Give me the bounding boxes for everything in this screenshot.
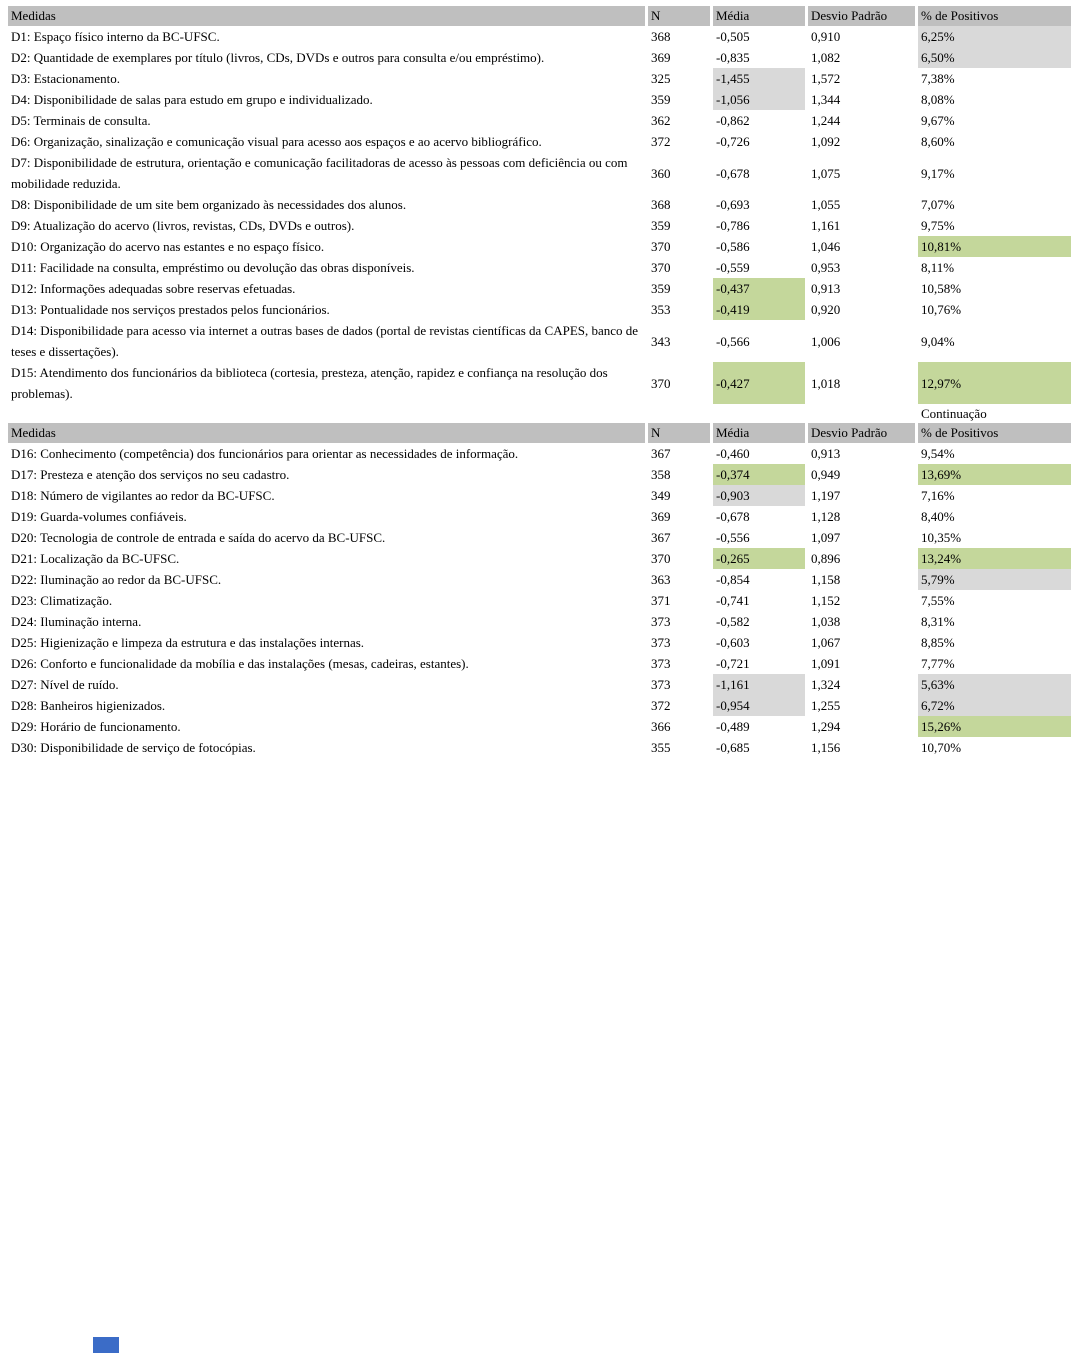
cell-desvio-padrao: 0,913 (808, 443, 918, 464)
cell-medida: D28: Banheiros higienizados. (8, 695, 648, 716)
cell-pct-positivos: 7,38% (921, 71, 955, 86)
table-row-d14 (8, 320, 1071, 362)
cell-medida: D14: Disponibilidade para acesso via internet a outras bases de dados (portal de revistas científicas da CAPES, banco de teses e dissertações). (8, 320, 648, 362)
table-row-d16 (8, 443, 1071, 464)
cell-pct-positivos: 10,35% (921, 530, 962, 545)
cell-desvio-padrao: 1,255 (808, 695, 918, 716)
cell-desvio-padrao: 1,158 (808, 569, 918, 590)
cell-pct-positivos: 13,69% (918, 464, 1071, 485)
cell-medida: D7: Disponibilidade de estrutura, orientação e comunicação facilitadoras de acesso às pessoas com deficiência ou com mobilidade reduzida. (8, 152, 648, 194)
continuation-row (8, 404, 1071, 423)
cell-n: 359 (648, 278, 713, 299)
cell-pct-positivos: 6,25% (918, 26, 1071, 47)
cell-n: 343 (648, 320, 713, 362)
cell-n: 373 (648, 653, 713, 674)
cell-media: -0,582 (713, 611, 808, 632)
cell-pct-positivos: 9,67% (921, 113, 955, 128)
table-row-d19 (8, 506, 1071, 527)
cell-desvio-padrao: 1,161 (808, 215, 918, 236)
cell-pct-positivos: 10,58% (921, 281, 962, 296)
table-row-d25 (8, 632, 1071, 653)
cell-n: 366 (648, 716, 713, 737)
cell-medida: D2: Quantidade de exemplares por título (livros, CDs, DVDs e outros para consulta e/ou empréstimo). (8, 47, 648, 68)
cell-media: -0,835 (713, 47, 808, 68)
cell-n: 372 (648, 695, 713, 716)
cell-pct-positivos: 8,08% (921, 92, 955, 107)
cell-medida: D6: Organização, sinalização e comunicação visual para acesso aos espaços e ao acervo bibliográfico. (8, 131, 648, 152)
cell-pct-positivos: 13,24% (918, 548, 1071, 569)
cell-n: 372 (648, 131, 713, 152)
cell-medida: D15: Atendimento dos funcionários da biblioteca (cortesia, presteza, atenção, rapidez e confiança na resolução dos problemas). (8, 362, 648, 404)
header-media: Média (713, 6, 808, 26)
cell-media: -0,678 (713, 152, 808, 194)
header-n: N (648, 6, 713, 26)
cell-medida: D10: Organização do acervo nas estantes e no espaço físico. (8, 236, 648, 257)
header-media: Média (713, 423, 808, 443)
cell-desvio-padrao: 1,018 (808, 362, 918, 404)
cell-media: -0,559 (713, 257, 808, 278)
cell-medida: D25: Higienização e limpeza da estrutura e das instalações internas. (8, 632, 648, 653)
table-row-d5 (8, 110, 1071, 131)
cell-pct-positivos: 6,50% (918, 47, 1071, 68)
cell-desvio-padrao: 1,156 (808, 737, 918, 758)
cell-media: -1,161 (713, 674, 808, 695)
cell-media: -0,374 (713, 464, 808, 485)
cell-media: -0,903 (713, 485, 808, 506)
cell-n: 368 (648, 26, 713, 47)
cell-media: -0,505 (713, 26, 808, 47)
cell-n: 325 (648, 68, 713, 89)
table-row-d8 (8, 194, 1071, 215)
cell-media: -0,437 (713, 278, 808, 299)
cell-media: -0,741 (713, 590, 808, 611)
cell-n: 373 (648, 674, 713, 695)
cell-desvio-padrao: 0,896 (808, 548, 918, 569)
cell-media: -0,685 (713, 737, 808, 758)
cell-media: -0,603 (713, 632, 808, 653)
cell-medida: D23: Climatização. (8, 590, 648, 611)
table-row-d26 (8, 653, 1071, 674)
table-header-row (8, 6, 1071, 26)
cell-desvio-padrao: 0,910 (808, 26, 918, 47)
table-row-d20 (8, 527, 1071, 548)
cell-medida: D30: Disponibilidade de serviço de fotocópias. (8, 737, 648, 758)
cell-desvio-padrao: 1,082 (808, 47, 918, 68)
cell-n: 358 (648, 464, 713, 485)
cell-pct-positivos: 7,07% (921, 197, 955, 212)
cell-desvio-padrao: 1,294 (808, 716, 918, 737)
table-row-d7 (8, 152, 1071, 194)
cell-n: 373 (648, 611, 713, 632)
cell-desvio-padrao: 1,152 (808, 590, 918, 611)
cell-medida: D26: Conforto e funcionalidade da mobília e das instalações (mesas, cadeiras, estantes). (8, 653, 648, 674)
measures-table-body (8, 6, 1071, 758)
table-row-d11 (8, 257, 1071, 278)
cell-pct-positivos: 12,97% (918, 362, 1071, 404)
table-row-d1 (8, 26, 1071, 47)
cell-n: 370 (648, 257, 713, 278)
cell-desvio-padrao: 1,244 (808, 110, 918, 131)
cell-n: 369 (648, 47, 713, 68)
blue-fragment (93, 1337, 119, 1353)
header-desvio-padrao: Desvio Padrão (808, 423, 918, 443)
cell-medida: D11: Facilidade na consulta, empréstimo ou devolução das obras disponíveis. (8, 257, 648, 278)
cell-desvio-padrao: 1,055 (808, 194, 918, 215)
cell-desvio-padrao: 1,128 (808, 506, 918, 527)
table-row-d3 (8, 68, 1071, 89)
cell-medida: D17: Presteza e atenção dos serviços no seu cadastro. (8, 464, 648, 485)
cell-desvio-padrao: 0,949 (808, 464, 918, 485)
cell-pct-positivos: 7,77% (921, 656, 955, 671)
cell-media: -0,556 (713, 527, 808, 548)
cell-media: -0,586 (713, 236, 808, 257)
cell-pct-positivos: 5,79% (918, 569, 1071, 590)
cell-desvio-padrao: 1,092 (808, 131, 918, 152)
cell-pct-positivos: 9,04% (921, 333, 955, 349)
cell-media: -0,265 (713, 548, 808, 569)
cell-n: 349 (648, 485, 713, 506)
cell-pct-positivos: 5,63% (918, 674, 1071, 695)
cell-medida: D5: Terminais de consulta. (8, 110, 648, 131)
cell-medida: D29: Horário de funcionamento. (8, 716, 648, 737)
header-n: N (648, 423, 713, 443)
cell-pct-positivos: 10,76% (921, 302, 962, 317)
cell-media: -0,726 (713, 131, 808, 152)
cell-media: -0,419 (713, 299, 808, 320)
cell-pct-positivos: 9,75% (921, 218, 955, 233)
table-row-d13 (8, 299, 1071, 320)
header-pct-positivos: % de Positivos (918, 423, 1071, 443)
table-row-d22 (8, 569, 1071, 590)
cell-desvio-padrao: 1,572 (808, 68, 918, 89)
cell-n: 369 (648, 506, 713, 527)
measures-table (8, 6, 1071, 758)
cell-medida: D3: Estacionamento. (8, 68, 648, 89)
cell-n: 373 (648, 632, 713, 653)
table-row-d9 (8, 215, 1071, 236)
cell-medida: D4: Disponibilidade de salas para estudo em grupo e individualizado. (8, 89, 648, 110)
cell-media: -0,954 (713, 695, 808, 716)
table-row-d18 (8, 485, 1071, 506)
cell-medida: D27: Nível de ruído. (8, 674, 648, 695)
cell-medida: D9: Atualização do acervo (livros, revistas, CDs, DVDs e outros). (8, 215, 648, 236)
cell-desvio-padrao: 1,006 (808, 320, 918, 362)
table-row-d6 (8, 131, 1071, 152)
cell-media: -0,786 (713, 215, 808, 236)
table-row-d24 (8, 611, 1071, 632)
cell-media: -0,862 (713, 110, 808, 131)
table-header-row (8, 423, 1071, 443)
cell-n: 371 (648, 590, 713, 611)
table-row-d23 (8, 590, 1071, 611)
cell-media: -0,854 (713, 569, 808, 590)
cell-medida: D20: Tecnologia de controle de entrada e saída do acervo da BC-UFSC. (8, 527, 648, 548)
cell-medida: D8: Disponibilidade de um site bem organizado às necessidades dos alunos. (8, 194, 648, 215)
cell-pct-positivos: 10,70% (921, 740, 962, 755)
cell-desvio-padrao: 0,913 (808, 278, 918, 299)
cell-n: 368 (648, 194, 713, 215)
cell-medida: D16: Conhecimento (competência) dos funcionários para orientar as necessidades de informação. (8, 443, 648, 464)
cell-n: 353 (648, 299, 713, 320)
cell-pct-positivos: 15,26% (918, 716, 1071, 737)
cell-n: 370 (648, 362, 713, 404)
cell-pct-positivos: 9,17% (921, 165, 955, 181)
cell-n: 359 (648, 89, 713, 110)
table-row-d2 (8, 47, 1071, 68)
table-row-d21 (8, 548, 1071, 569)
cell-pct-positivos: 7,55% (921, 593, 955, 608)
cell-pct-positivos: 7,16% (921, 488, 955, 503)
cell-desvio-padrao: 1,091 (808, 653, 918, 674)
cell-pct-positivos: 8,40% (921, 509, 955, 524)
cell-pct-positivos: 8,60% (921, 134, 955, 149)
cell-desvio-padrao: 1,067 (808, 632, 918, 653)
table-row-d17 (8, 464, 1071, 485)
cell-n: 367 (648, 443, 713, 464)
cell-desvio-padrao: 1,097 (808, 527, 918, 548)
cell-media: -1,455 (713, 68, 808, 89)
header-medidas: Medidas (8, 423, 648, 443)
continuation-label: Continuação (921, 406, 987, 421)
cell-desvio-padrao: 1,324 (808, 674, 918, 695)
cell-media: -0,566 (713, 320, 808, 362)
cell-n: 367 (648, 527, 713, 548)
continuation-spacer (8, 404, 918, 423)
cell-n: 360 (648, 152, 713, 194)
cell-desvio-padrao: 0,953 (808, 257, 918, 278)
table-row-d4 (8, 89, 1071, 110)
cell-medida: D19: Guarda-volumes confiáveis. (8, 506, 648, 527)
cell-n: 359 (648, 215, 713, 236)
table-row-d10 (8, 236, 1071, 257)
cell-desvio-padrao: 1,197 (808, 485, 918, 506)
cell-media: -1,056 (713, 89, 808, 110)
cell-pct-positivos: 8,85% (921, 635, 955, 650)
cell-media: -0,460 (713, 443, 808, 464)
cell-n: 362 (648, 110, 713, 131)
header-pct-positivos: % de Positivos (918, 6, 1071, 26)
cell-pct-positivos: 6,72% (918, 695, 1071, 716)
cell-media: -0,678 (713, 506, 808, 527)
cell-medida: D1: Espaço físico interno da BC-UFSC. (8, 26, 648, 47)
cell-pct-positivos: 9,54% (921, 446, 955, 461)
cell-medida: D18: Número de vigilantes ao redor da BC-UFSC. (8, 485, 648, 506)
cell-media: -0,427 (713, 362, 808, 404)
cell-n: 355 (648, 737, 713, 758)
cell-pct-positivos: 8,11% (921, 260, 955, 275)
cell-desvio-padrao: 1,344 (808, 89, 918, 110)
cell-desvio-padrao: 1,075 (808, 152, 918, 194)
cell-medida: D24: Iluminação interna. (8, 611, 648, 632)
cell-pct-positivos: 10,81% (918, 236, 1071, 257)
cell-pct-positivos: 8,31% (921, 614, 955, 629)
table-row-d30 (8, 737, 1071, 758)
cell-medida: D21: Localização da BC-UFSC. (8, 548, 648, 569)
cell-medida: D13: Pontualidade nos serviços prestados pelos funcionários. (8, 299, 648, 320)
table-row-d29 (8, 716, 1071, 737)
cell-medida: D22: Iluminação ao redor da BC-UFSC. (8, 569, 648, 590)
cell-desvio-padrao: 1,046 (808, 236, 918, 257)
table-row-d27 (8, 674, 1071, 695)
cell-n: 370 (648, 548, 713, 569)
table-row-d12 (8, 278, 1071, 299)
cell-medida: D12: Informações adequadas sobre reservas efetuadas. (8, 278, 648, 299)
cell-n: 363 (648, 569, 713, 590)
cell-media: -0,721 (713, 653, 808, 674)
cell-desvio-padrao: 0,920 (808, 299, 918, 320)
cell-desvio-padrao: 1,038 (808, 611, 918, 632)
cell-media: -0,693 (713, 194, 808, 215)
cell-media: -0,489 (713, 716, 808, 737)
cell-n: 370 (648, 236, 713, 257)
table-row-d15 (8, 362, 1071, 404)
header-medidas: Medidas (8, 6, 648, 26)
header-desvio-padrao: Desvio Padrão (808, 6, 918, 26)
table-row-d28 (8, 695, 1071, 716)
